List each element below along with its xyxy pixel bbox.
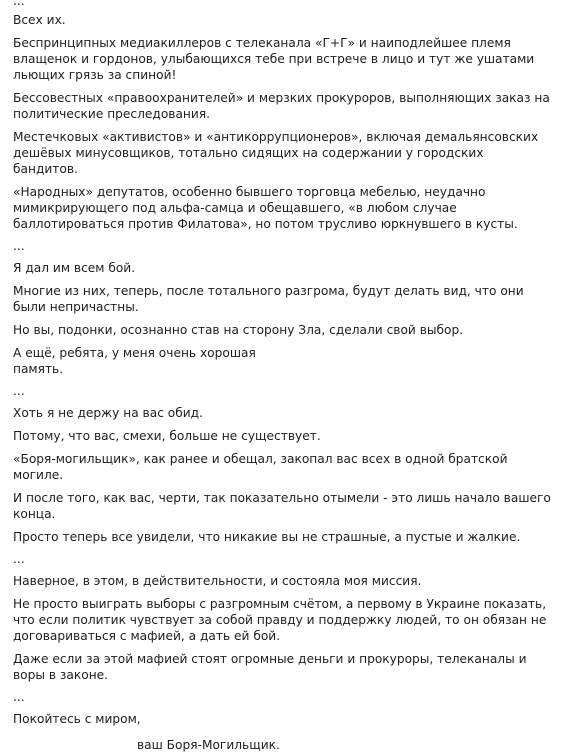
paragraph: А ещё, ребята, у меня очень хорошая память. [13, 346, 256, 376]
paragraph: Я дал им всем бой. [13, 261, 136, 275]
paragraph: И после того, как вас, черти, так показательно отымели - это лишь начало вашего конца. [13, 491, 555, 521]
paragraph: «Народных» депутатов, особенно бывшего торговца мебелью, неудачно мимикрирующего под альфа-самца и обещавшего, «в любом случае баллотироваться против Филатова», но потом трусливо юркнувшего в кусты. [13, 185, 518, 231]
post-text [13, 0, 555, 753]
ellipsis: ... [13, 239, 25, 253]
paragraph: Многие из них, теперь, после тотального разгрома, будут делать вид, что они были непричастны. [13, 284, 528, 314]
paragraph: Всех их. [13, 13, 66, 27]
paragraph: Беспринципных медиакиллеров с телеканала «Г+Г» и наиподлейшее племя влащенок и гордонов, улыбающихся тебе при встрече в лицо и тут же ушатами льющих грязь за спиной! [13, 36, 539, 82]
paragraph: Не просто выиграть выборы с разгромным счётом, а первому в Украине показать, что если политик чувствует за собой правду и поддержку людей, то он обязан не договариваться с мафией, а дать ей бой. [13, 597, 551, 643]
ellipsis: ... [13, 552, 25, 566]
signature: ваш Боря-Могильщик. [137, 738, 280, 752]
paragraph: Даже если за этой мафией стоят огромные деньги и прокуроры, телеканалы и воры в законе. [13, 652, 531, 682]
ellipsis: ... [13, 690, 25, 704]
ellipsis: ... [13, 0, 25, 8]
paragraph: Потому, что вас, смехи, больше не существует. [13, 429, 321, 443]
paragraph: Хоть я не держу на вас обид. [13, 406, 203, 420]
paragraph: Бессовестных «правоохранителей» и мерзких прокуроров, выполняющих заказ на политические преследования. [13, 91, 554, 121]
paragraph: Наверное, в этом, в действительности, и состояла моя миссия. [13, 574, 422, 588]
paragraph: Просто теперь все увидели, что никакие вы не страшные, а пустые и жалкие. [13, 530, 521, 544]
closing-line: Покойтесь с миром, [13, 712, 141, 726]
paragraph: Местечковых «активистов» и «антикоррупционеров», включая демальянсовских дешёвых минусовщиков, тотально сидящих на содержании у городских бандитов. [13, 130, 543, 176]
paragraph: «Боря-могильщик», как ранее и обещал, закопал вас всех в одной братской могиле. [13, 452, 512, 482]
ellipsis: ... [13, 384, 25, 398]
paragraph: Но вы, подонки, осознанно став на сторону Зла, сделали свой выбор. [13, 323, 464, 337]
